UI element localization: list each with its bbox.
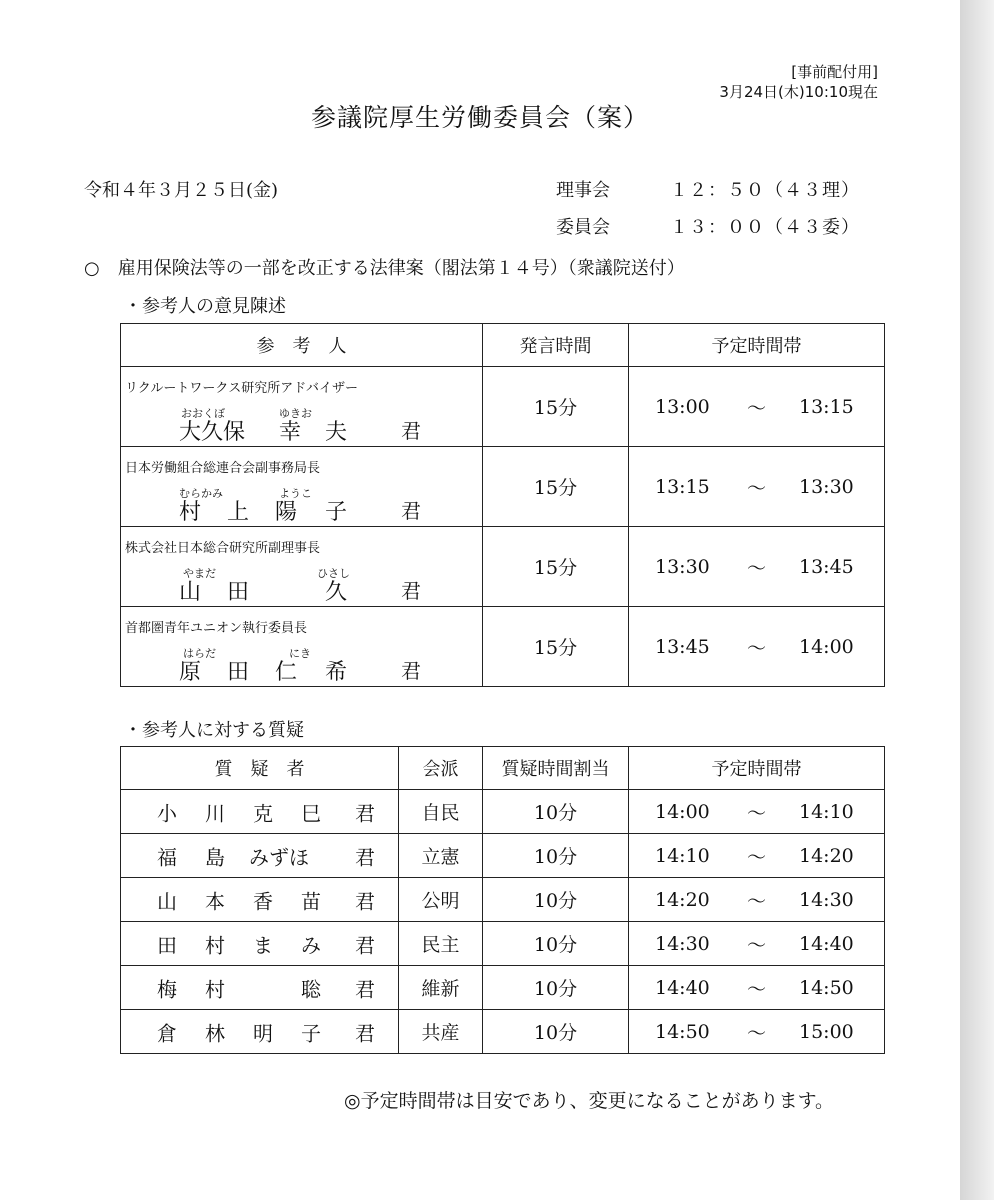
table-header-row <box>121 324 885 367</box>
witness-name-char: 陽 <box>275 500 298 525</box>
honorific: 君 <box>355 1021 375 1045</box>
witness-opinion-table <box>120 323 885 687</box>
questioner-name-char: 梅 <box>157 977 177 1001</box>
slot-end: 14:10 <box>799 800 854 823</box>
honorific: 君 <box>401 499 421 523</box>
questioner-name-char: 倉 <box>157 1021 177 1045</box>
section-opinion-title: ・参考人の意見陳述 <box>124 296 286 317</box>
slot-start: 13:15 <box>655 475 710 498</box>
time-slot <box>629 1010 885 1054</box>
questioner-name-char: 川 <box>205 801 225 825</box>
witness-name-char: 山 <box>179 580 202 605</box>
bill-title: ○ 雇用保険法等の一部を改正する法律案（閣法第１４号）（衆議院送付） <box>84 258 685 279</box>
witness-name-char: 久 <box>325 580 348 605</box>
name-reading: ゆきお <box>279 407 312 420</box>
question-duration: 10分 <box>483 878 629 922</box>
header-stamp <box>719 62 878 102</box>
slot-tilde: ～ <box>747 934 767 956</box>
honorific: 君 <box>355 845 375 869</box>
slot-end: 14:30 <box>799 888 854 911</box>
questioner-name-char: 明 <box>253 1021 273 1045</box>
header-questioner: 質 疑 者 <box>121 747 399 790</box>
questioner-name-char: ま <box>253 933 273 957</box>
questioner-table <box>120 746 885 1054</box>
honorific: 君 <box>401 419 421 443</box>
table-row <box>121 607 885 687</box>
name-reading: ようこ <box>279 487 312 500</box>
page-title: 参議院厚生労働委員会（案） <box>310 103 649 132</box>
witness-affiliation: 首都圏青年ユニオン執行委員長 <box>125 621 308 636</box>
name-reading: はらだ <box>183 647 216 660</box>
questioner-name-char: 村 <box>205 933 225 957</box>
party: 維新 <box>399 966 483 1010</box>
slot-end: 15:00 <box>799 1020 854 1043</box>
witness-cell <box>121 607 483 687</box>
page-edge-shadow <box>960 0 994 1200</box>
honorific: 君 <box>355 933 375 957</box>
table-row <box>121 367 885 447</box>
slot-end: 14:20 <box>799 844 854 867</box>
as-of-timestamp: 3月24日(木)10:10現在 <box>719 83 878 101</box>
party: 立憲 <box>399 834 483 878</box>
time-slot <box>629 527 885 607</box>
header-time-slot: 予定時間帯 <box>629 324 885 367</box>
question-duration: 10分 <box>483 1010 629 1054</box>
question-duration: 10分 <box>483 922 629 966</box>
witness-cell <box>121 367 483 447</box>
footnote: ◎予定時間帯は目安であり、変更になることがあります。 <box>344 1090 835 1112</box>
questioner-cell <box>121 878 399 922</box>
witness-given-name: 夫 <box>325 420 348 445</box>
honorific: 君 <box>401 659 421 683</box>
time-slot <box>629 966 885 1010</box>
slot-tilde: ～ <box>747 557 767 579</box>
questioner-name-char: 島 <box>205 845 225 869</box>
questioner-name-char: 香 <box>253 889 273 913</box>
table-header-row <box>121 747 885 790</box>
party: 共産 <box>399 1010 483 1054</box>
witness-affiliation: リクルートワークス研究所アドバイザー <box>125 381 358 396</box>
honorific: 君 <box>355 801 375 825</box>
questioner-name-char: みずほ <box>249 845 309 869</box>
questioner-cell <box>121 1010 399 1054</box>
speech-duration: 15分 <box>483 447 629 527</box>
table-row <box>121 922 885 966</box>
witness-surname: 大久保 <box>179 420 246 445</box>
name-reading: にき <box>289 647 311 660</box>
table-row <box>121 447 885 527</box>
witness-name-char: 田 <box>227 660 250 685</box>
table-row <box>121 878 885 922</box>
slot-tilde: ～ <box>747 890 767 912</box>
slot-start: 13:30 <box>655 555 710 578</box>
name-reading: おおくぼ <box>181 407 225 420</box>
table-row <box>121 790 885 834</box>
questioner-name-char: み <box>301 933 321 957</box>
header-speech-time: 発言時間 <box>483 324 629 367</box>
time-slot <box>629 607 885 687</box>
header-party: 会派 <box>399 747 483 790</box>
slot-end: 14:00 <box>799 635 854 658</box>
witness-given-name: 幸 <box>279 420 302 445</box>
time-slot <box>629 790 885 834</box>
party: 公明 <box>399 878 483 922</box>
time-slot <box>629 834 885 878</box>
question-duration: 10分 <box>483 790 629 834</box>
time-slot <box>629 447 885 527</box>
slot-start: 13:00 <box>655 395 710 418</box>
slot-tilde: ～ <box>747 397 767 419</box>
questioner-name-char: 林 <box>205 1021 225 1045</box>
honorific: 君 <box>401 579 421 603</box>
questioner-cell <box>121 922 399 966</box>
witness-cell <box>121 447 483 527</box>
slot-start: 13:45 <box>655 635 710 658</box>
questioner-name-char: 克 <box>253 801 273 825</box>
slot-tilde: ～ <box>747 846 767 868</box>
slot-end: 13:30 <box>799 475 854 498</box>
table-row <box>121 527 885 607</box>
speech-duration: 15分 <box>483 607 629 687</box>
speech-duration: 15分 <box>483 367 629 447</box>
questioner-name-char: 小 <box>157 801 177 825</box>
witness-name-char: 上 <box>227 500 250 525</box>
header-question-time: 質疑時間割当 <box>483 747 629 790</box>
table-row <box>121 834 885 878</box>
questioner-cell <box>121 834 399 878</box>
slot-end: 13:15 <box>799 395 854 418</box>
party: 自民 <box>399 790 483 834</box>
questioner-name-char: 巳 <box>301 801 321 825</box>
slot-start: 14:10 <box>655 844 710 867</box>
questioner-name-char: 子 <box>301 1021 321 1045</box>
slot-start: 14:30 <box>655 932 710 955</box>
question-duration: 10分 <box>483 834 629 878</box>
schedule-committee-label: 委員会 <box>556 217 610 238</box>
slot-end: 14:50 <box>799 976 854 999</box>
slot-start: 14:00 <box>655 800 710 823</box>
header-witness: 参 考 人 <box>121 324 483 367</box>
questioner-name-char: 本 <box>205 889 225 913</box>
table-row <box>121 1010 885 1054</box>
table-row <box>121 966 885 1010</box>
schedule-board-time: １２：５０（４３理） <box>670 180 860 201</box>
slot-tilde: ～ <box>747 1022 767 1044</box>
time-slot <box>629 922 885 966</box>
question-duration: 10分 <box>483 966 629 1010</box>
party: 民主 <box>399 922 483 966</box>
time-slot <box>629 367 885 447</box>
distribution-label: [事前配付用] <box>791 63 878 81</box>
witness-name-char: 子 <box>325 500 348 525</box>
name-reading: むらかみ <box>179 487 223 500</box>
questioner-name-char: 村 <box>205 977 225 1001</box>
time-slot <box>629 878 885 922</box>
questioner-cell <box>121 790 399 834</box>
questioner-name-char: 聡 <box>301 977 321 1001</box>
witness-name-char: 仁 <box>275 660 298 685</box>
slot-start: 14:20 <box>655 888 710 911</box>
slot-start: 14:50 <box>655 1020 710 1043</box>
meeting-date: 令和４年３月２５日(金) <box>84 180 279 201</box>
slot-tilde: ～ <box>747 637 767 659</box>
name-reading: やまだ <box>183 567 216 580</box>
questioner-name-char: 福 <box>157 845 177 869</box>
honorific: 君 <box>355 889 375 913</box>
witness-name-char: 村 <box>179 500 202 525</box>
slot-tilde: ～ <box>747 978 767 1000</box>
witness-name-char: 原 <box>179 660 202 685</box>
witness-name-char: 田 <box>227 580 250 605</box>
slot-end: 14:40 <box>799 932 854 955</box>
schedule-committee-time: １３：００（４３委） <box>670 217 860 238</box>
questioner-name-char: 苗 <box>301 889 321 913</box>
questioner-name-char: 田 <box>157 933 177 957</box>
section-questions-title: ・参考人に対する質疑 <box>124 720 304 741</box>
witness-affiliation: 株式会社日本総合研究所副理事長 <box>125 541 321 556</box>
witness-cell <box>121 527 483 607</box>
schedule-board-label: 理事会 <box>556 180 610 201</box>
slot-tilde: ～ <box>747 802 767 824</box>
questioner-name-char: 山 <box>157 889 177 913</box>
speech-duration: 15分 <box>483 527 629 607</box>
header-time-slot: 予定時間帯 <box>629 747 885 790</box>
witness-name-char: 希 <box>325 660 348 685</box>
slot-tilde: ～ <box>747 477 767 499</box>
slot-end: 13:45 <box>799 555 854 578</box>
name-reading: ひさし <box>317 567 350 580</box>
slot-start: 14:40 <box>655 976 710 999</box>
witness-affiliation: 日本労働組合総連合会副事務局長 <box>125 461 321 476</box>
honorific: 君 <box>355 977 375 1001</box>
questioner-cell <box>121 966 399 1010</box>
